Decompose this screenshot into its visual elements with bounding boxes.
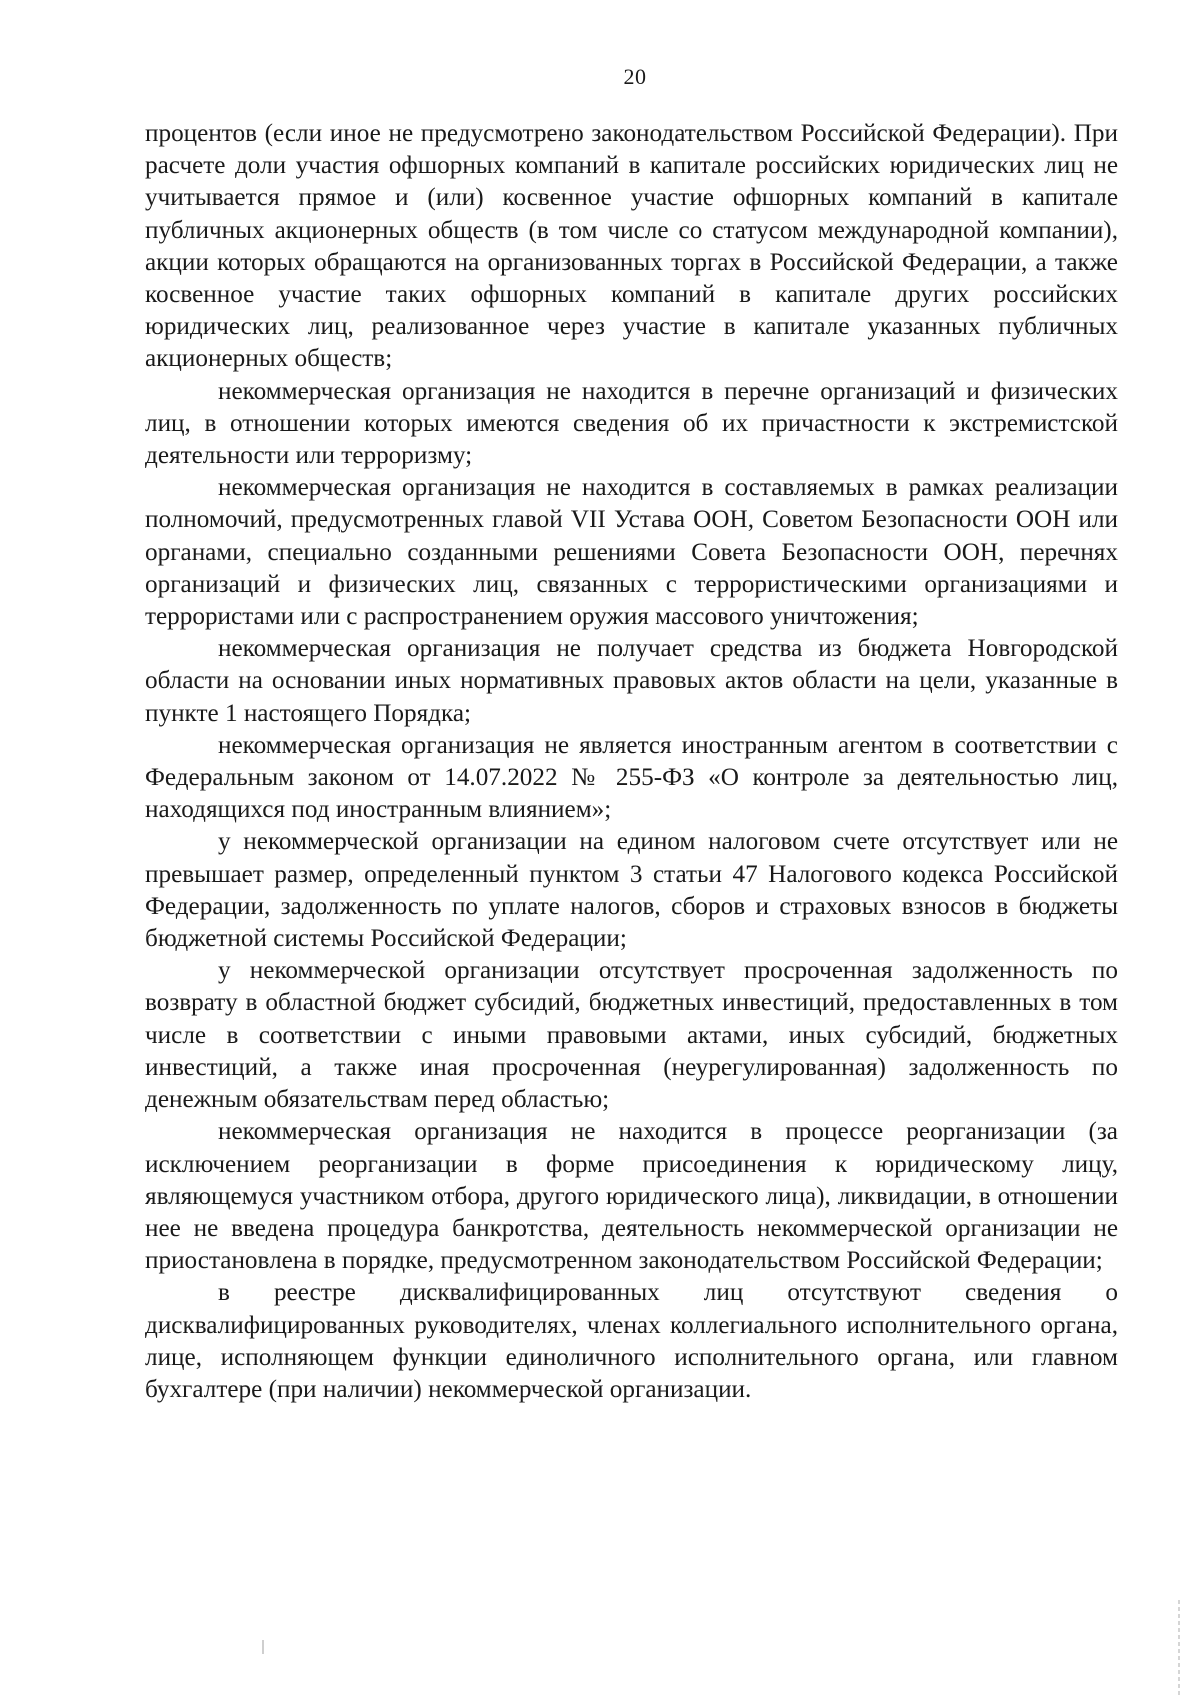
paragraph-overdue-debt: у некоммерческой организации отсутствует просроченная задолженность по возврату в областной бюджет субсидий, бюджетных инвестиций, предоставленных в том числе в соответствии с иными правовыми актами, иных субсидий, бюджетных инвестиций, а также иная просроченная (неурегулированная) задолженность по денежным обязательствам перед областью; [145,957,1118,1114]
scan-edge-artifact [1178,1600,1180,1695]
paragraph-foreign-agent: некоммерческая организация не является иностранным агентом в соответствии с Федеральным законом от 14.07.2022 № 255-ФЗ «О контроле за деятельностью лиц, находящихся под иностранным влиянием»; [145,731,1118,824]
scan-artifact [262,1640,264,1654]
paragraph-budget-funds: некоммерческая организация не получает средства из бюджета Новгородской области на основании иных нормативных правовых актов области на цели, указанные в пункте 1 настоящего Порядка; [145,635,1118,727]
paragraph-disqualified-persons: в реестре дисквалифицированных лиц отсутствуют сведения о дисквалифицированных руководителях, членах коллегиального исполнительного органа, лице, исполняющем функции единоличного исполнительного органа, или главном бухгалтере (при наличии) некоммерческой организации. [145,1279,1118,1403]
document-body [145,118,1118,1406]
paragraph-un-sanctions-list: некоммерческая организация не находится в составляемых в рамках реализации полномочий, предусмотренных главой VII Устава ООН, Советом Безопасности ООН или органами, специально созданными решениями Совета Безопасности ООН, перечнях организаций и физических лиц, связанных с террористическими организациями и террористами или с распространением оружия массового уничтожения; [145,474,1118,631]
paragraph-tax-debt: у некоммерческой организации на едином налоговом счете отсутствует или не превышает размер, определенный пунктом 3 статьи 47 Налогового кодекса Российской Федерации, задолженность по уплате налогов, сборов и страховых взносов в бюджеты бюджетной системы Российской Федерации; [145,828,1118,953]
paragraph-offshore-participation: процентов (если иное не предусмотрено законодательством Российской Федерации). При расчете доли участия офшорных компаний в капитале российских юридических лиц не учитывается прямое и (или) косвенное участие офшорных компаний в капитале публичных акционерных обществ (в том числе со статусом международной компании), акции которых обращаются на организованных торгах в Российской Федерации, а также косвенное участие таких офшорных компаний в капитале других российских юридических лиц, реализованное через участие в капитале указанных публичных акционерных обществ; [145,120,1118,373]
paragraph-extremism-list: некоммерческая организация не находится в перечне организаций и физических лиц, в отношении которых имеются сведения об их причастности к экстремистской деятельности или терроризму; [145,377,1118,470]
paragraph-reorganization: некоммерческая организация не находится в процессе реорганизации (за исключением реорганизации в форме присоединения к юридическому лицу, являющемуся участником отбора, другого юридического лица), ликвидации, в отношении нее не введена процедура банкротства, деятельность некоммерческой организации не приостановлена в порядке, предусмотренном законодательством Российской Федерации; [145,1118,1118,1275]
page-number: 20 [623,64,647,89]
